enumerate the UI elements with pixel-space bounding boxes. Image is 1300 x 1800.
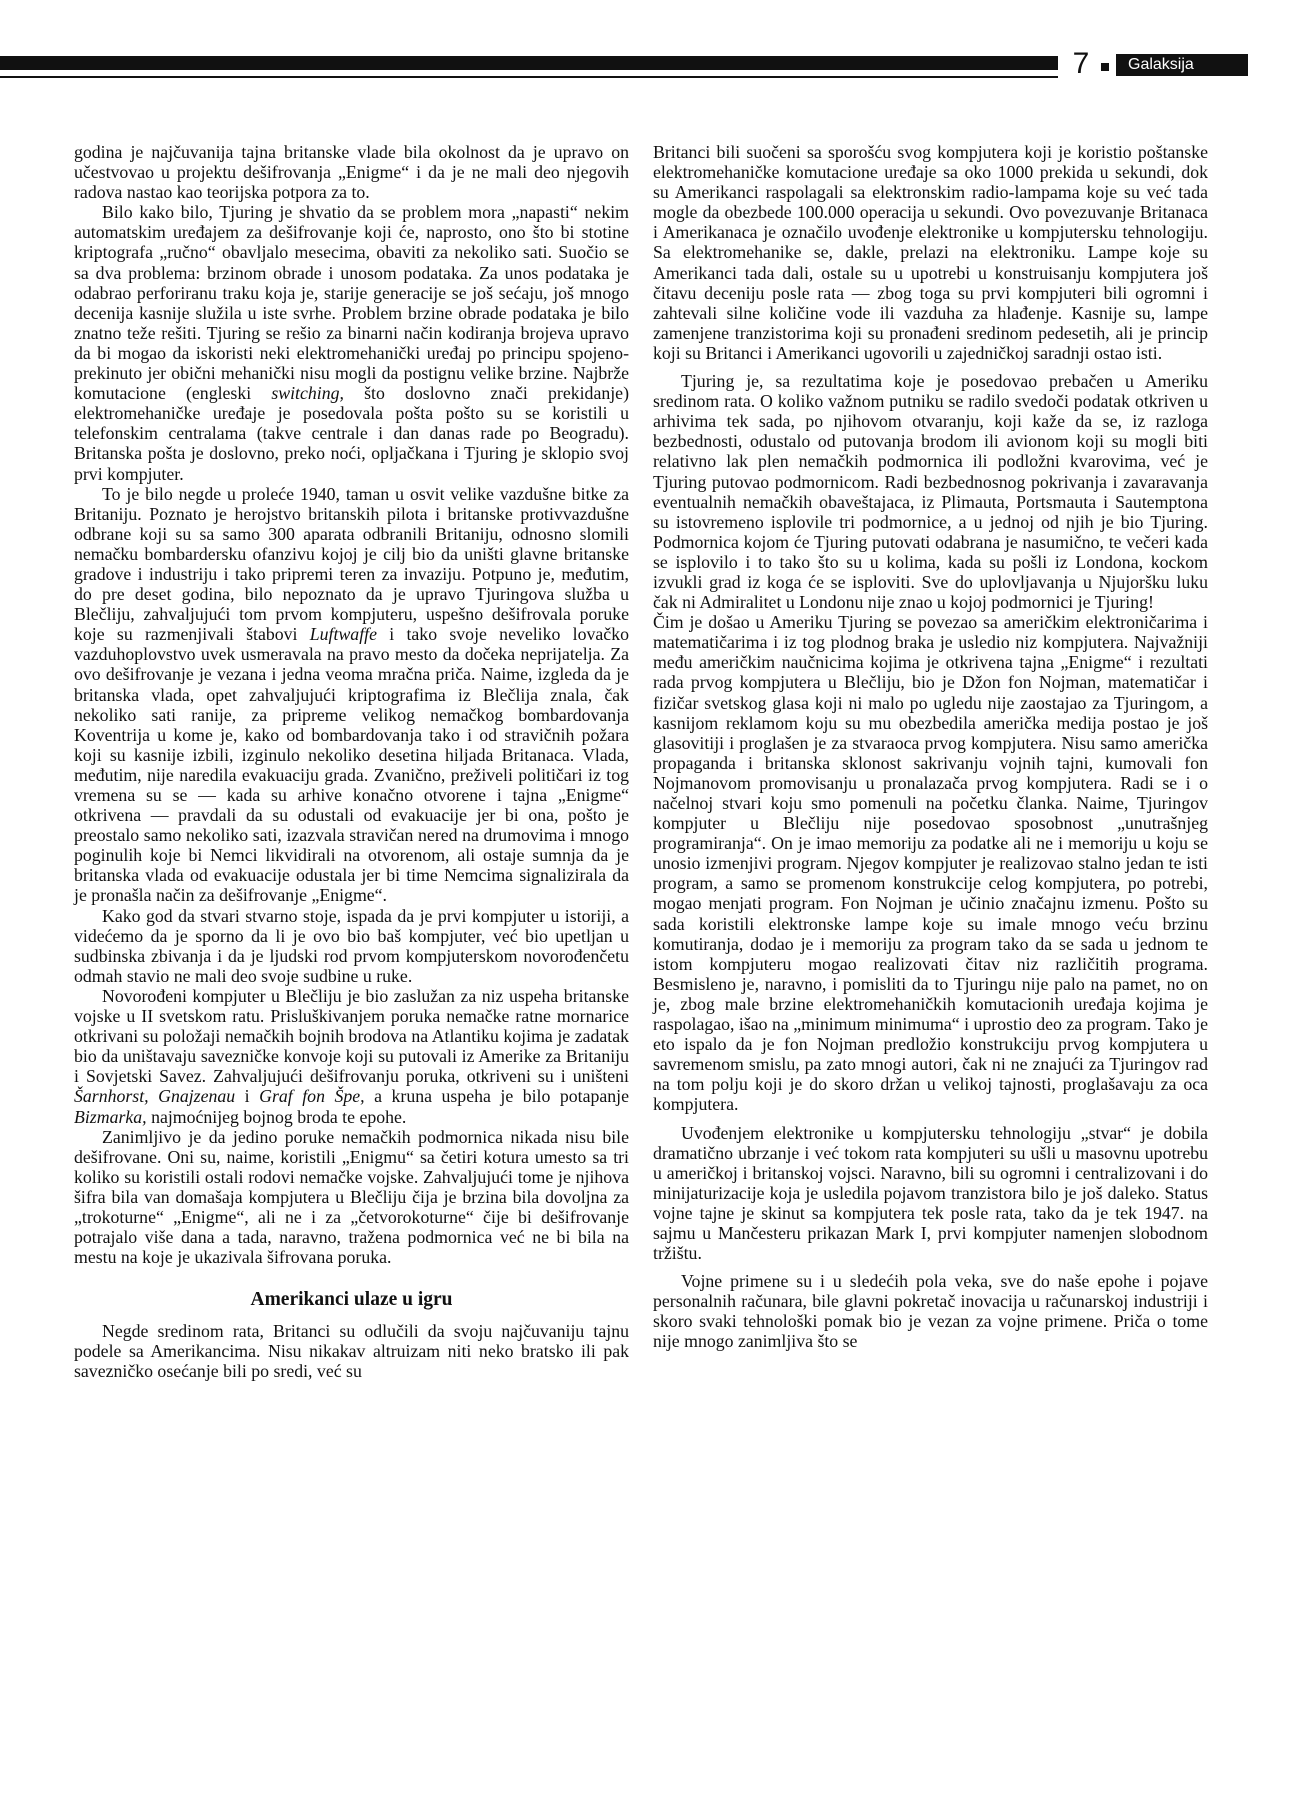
left-paragraph-3: To je bilo negde u proleće 1940, taman u osvit velike vazdušne bitke za Britaniju. Poznato je herojstvo britanskih pilota i britanske protivvazdušne odbrane koji su sa samo 300 aparata odbranili Britaniju, odnosno slomili nemačku bombardersku ofanzivu kojoj je cilj bio da uništi glavne britanske gradove i industriju i tako pripremi teren za invaziju. Potpuno je, međutim, do pre deset godina, bilo nepoznato da je upravo Tjuringova služba u Blečliju, zahvaljujući tom prvom kompjuteru, uspešno dešifrovala poruke koje su razmenjivali štabovi Luftwaffe i tako svoje neveliko lovačko vazduhoplovstvo uvek usmeravala na pravo mesto da dočeka neprijatelja. Za ovo dešifrovanje je vezana i jedna veoma mračna priča. Naime, izgleda da je britanska vlada, opet zahvaljujući kriptografima iz Blečlija znala, čak nekoliko sati ranije, za pripreme velikog nemačkog bombardovanja Koventrija u kome je, kako od bombardovanja tako i od stravičnih požara koji su kasnije izbili, izginulo nekoliko desetina hiljada Britanaca. Vlada, međutim, nije naredila evakuaciju grada. Zvanično, preživeli političari iz tog vremena su se — kada su arhive konačno otvorene i tajna „Enigme“ otkrivena — pravdali da su odustali od evakuacije jer bi ona, pošto je preostalo samo nekoliko sati, izazvala stravičan nered na drumovima i mnogo poginulih koje bi Nemci likvidirali na otvorenom, ali ostaje sumnja da je britanska vlada od evakuacije odustala jer bi time Nemcima signalizirala da je pronašla način za dešifrovanje „Enigme“. bbox=[74, 483, 629, 906]
left-paragraph-7: Negde sredinom rata, Britanci su odlučili da svoju najčuvaniju tajnu podele sa Amerikancima. Nisu nikakav altruizam niti neko bratsko ili pak savezničko osećanje bili po sredi, već su bbox=[74, 1321, 629, 1382]
magazine-name: Galaksija bbox=[1116, 54, 1248, 76]
left-paragraph-1: godina je najčuvanija tajna britanske vlade bila okolnost da je upravo on učestvovao u projektu dešifrovanja „Enigme“ i da je ne mali deo njegovih radova nastao kao teorijska potpora za to. bbox=[74, 142, 629, 203]
page-number: 7 bbox=[1072, 47, 1090, 80]
right-column bbox=[653, 142, 1208, 1352]
right-paragraph-4: Uvođenjem elektronike u kompjutersku tehnologiju „stvar“ je dobila dramatično ubrzanje i već tokom rata kompjuteri su ušli u masovnu upotrebu u američkoj i britanskoj vojsci. Naravno, bili su ogromni i centralizovani i do minijaturizacije koja je usledila pojavom tranzistora bilo je još daleko. Status vojne tajne je skinut sa kompjutera tek posle rata, tako da je tek 1947. na sajmu u Mančesteru prikazan Mark I, prvi kompjuter namenjen slobodnom tržištu. bbox=[653, 1122, 1208, 1264]
left-paragraph-6: Zanimljivo je da jedino poruke nemačkih podmornica nikada nisu bile dešifrovane. Oni su, naime, koristili „Enigmu“ sa četiri kotura umesto sa tri koliko su koristili ostali rodovi nemačke vojske. Zahvaljujući tome je njihova šifra bila van domašaja kompjutera u Blečliju čija je brzina bila dovoljna za „trokoturne“ „Enigme“, ali ne i za „četvorokoturne“ čije bi dešifrovanje potrajalo više dana a tada, naravno, tražena podmornica već ne bi bila na mestu na koje je ukazivala šifrovana poruka. bbox=[74, 1126, 629, 1268]
left-paragraph-2: Bilo kako bilo, Tjuring je shvatio da se problem mora „napasti“ nekim automatskim uređajem za dešifrovanje koji će, naprosto, ono što bi stotine kriptografa „ručno“ obavljalo mesecima, obaviti za nekoliko sati. Suočio se sa dva problema: brzinom obrade i unosom podataka. Za unos podataka je odabrao perforiranu traku koja je, starije generacije se još sećaju, još mnogo decenija kasnije služila u iste svrhe. Problem brzine obrade podataka je bilo znatno teže rešiti. Tjuring se rešio za binarni način kodiranja brojeva upravo da bi mogao da iskoristi neki elektromehanički uređaj po principu spojeno-prekinuto jer obični mehanički nisu mogli da postignu velike brzine. Najbrže komutacione (engleski switching, što doslovno znači prekidanje) elektromehaničke uređaje je posedovala pošta pošto su se koristili u telefonskim centralama (takve centrale i dan danas rade po Beogradu). Britanska pošta je doslovno, preko noći, opljačkana i Tjuring je sklopio svoj prvi kompjuter. bbox=[74, 202, 629, 484]
separator-square-icon bbox=[1101, 63, 1109, 71]
header-thick-rule bbox=[0, 56, 1058, 70]
page-header bbox=[0, 47, 1248, 84]
right-paragraph-1: Britanci bili suočeni sa sporošću svog kompjutera koji je koristio poštanske elektromehaničke komutacione uređaje sa oko 1000 prekida u sekundi, dok su Amerikanci raspolagali sa elektronskim radio-lampama koje su već tada mogle da obezbede 100.000 operacija u sekundi. Ovo povezuvanje Britanaca i Amerikanaca je označilo uvođenje elektronike u kompjutersku tehnologiju. Sa elektromehanike se, dakle, prelazi na elektroniku. Lampe koje su Amerikanci tada dali, ostale su u upotrebi u konstruisanju kompjutera još čitavu deceniju posle rata — zbog toga su prvi kompjuteri bili ogromni i zahtevali silne količine vode ili vazduha za hlađenje. Kasnije su, lampe zamenjene tranzistorima koji su pronađeni sredinom pedesetih, ali je princip koji su Britanci i Amerikanci ugovorili u zajedničkoj saradnji ostao isti. bbox=[653, 142, 1208, 363]
left-column bbox=[74, 142, 629, 1382]
left-paragraph-4: Kako god da stvari stvarno stoje, ispada da je prvi kompjuter u istoriji, a videćemo da je sporno da li je ovo bio baš kompjuter, već bio upetljan u sudbinska zbivanja i da je ljudski rod prvom kompjuterskom novorođenčetu odmah stavio ne mali deo svoje sudbine u ruke. bbox=[74, 905, 629, 986]
left-paragraph-5: Novorođeni kompjuter u Blečliju je bio zaslužan za niz uspeha britanske vojske u II svetskom ratu. Prisluškivanjem poruka nemačke ratne mornarice otkrivani su položaji nemačkih bojnih brodova na Atlantiku kojima je zadatak bio da uništavaju savezničke konvoje koji su putovali iz Amerike za Britaniju i Sovjetski Savez. Zahvaljujući dešifrovanju poruka, otkriveni su i uništeni Šarnhorst, Gnajzenau i Graf fon Špe, a kruna uspeha je bilo potapanje Bizmarka, najmoćnijeg bojnog broda te epohe. bbox=[74, 985, 630, 1127]
right-paragraph-5: Vojne primene su i u sledećih pola veka, sve do naše epohe i pojave personalnih računara, bile glavni pokretač inovacija u računarskoj industriji i skoro svaki tehnološki pomak bio je vezan za vojne primene. Priča o tome nije mnogo zanimljiva što se bbox=[653, 1271, 1208, 1352]
right-paragraph-3: Čim je došao u Ameriku Tjuring se povezao sa američkim elektroničarima i matematičarima i iz tog plodnog braka je usledio niz kompjutera. Najvažniji među američkim naučnicima kojima je otkrivena tajna „Enigme“ i rezultati rada prvog kompjutera u Blečliju, bio je Džon fon Nojman, matematičar i fizičar svetskog glasa koji ni malo po ugledu nije zaostajao za Tjuringom, a kasnijom reklamom koju su mu obezbedila američka medija postao je još glasovitiji i proglašen je za stvaraoca prvog kompjutera. Nisu samo američka propaganda i britanska sklonost sakrivanju vojnih tajni, kumovali fon Nojmanovom promovisanju u pronalazača prvog kompjutera. Radi se i o načelnoj stvari koju smo pomenuli na početku članka. Naime, Tjuringov kompjuter u Blečliju nije posedovao sposobnost „unutrašnjeg programiranja“. On je imao memoriju za podatke ali ne i memoriju u koju se unosio izmenjivi program. Njegov kompjuter je realizovao stalno jedan te isti program, a samo se promenom konstrukcije celog kompjutera, po potrebi, mogao menjati program. Fon Nojman je učinio značajnu izmenu. Pošto su sada koristili elektronske lampe koje su imale mnogo veću brzinu komutiranja, dodao je i memoriju za program tako da se sada u jednom te istom kompjuteru mogao realizovati čitav niz različitih programa. Besmisleno je, naravno, i pomisliti da to Tjuringu nije palo na pamet, no on je, zbog male brzine elektromehaničkih komutacionih uređaja kojima je raspolagao, išao na „minimum minimuma“ i uprostio deo za program. Tako je eto ispalo da je fon Nojman predložio konstrukciju prvog kompjutera u savremenom smislu, pa zato mnogi autori, čak ni ne znajući za Tjuringov rad na tom polju koji je do skoro držan u velikoj tajnosti, proglašavaju za oca kompjutera. bbox=[653, 612, 1208, 1115]
section-heading: Amerikanci ulaze u igru bbox=[250, 1289, 453, 1311]
right-paragraph-2: Tjuring je, sa rezultatima koje je posedovao prebačen u Ameriku sredinom rata. O koliko važnom putniku se radilo svedoči podatak otkriven u arhivima tek sada, po njihovom otvaranju, koji kaže da se, iz razloga bezbednosti, odustalo od putovanja brodom ili avionom koji su mogli biti relativno lak plen nemačkih podmornica ili podložni kvarovima, već je Tjuring putovao podmornicom. Radi bezbednosnog pokrivanja i zavaravanja eventualnih nemačkih obaveštajaca, iz Plimauta, Portsmauta i Sautemptona su istovremeno isplovile tri podmornice, a u jednoj od njih je bio Tjuring. Podmornica kojom će Tjuring putovati odabrana je nasumično, te večeri kada se isplovilo i to tako što su u kolima, kada su pošli iz Londona, kockom izvukli grad iz koga će se isploviti. Sve do uplovljavanja u Njujoršku luku čak ni Admiralitet u Londonu nije znao u kojoj podmornici je Tjuring! bbox=[653, 371, 1208, 613]
header-thin-rule bbox=[0, 76, 1058, 78]
